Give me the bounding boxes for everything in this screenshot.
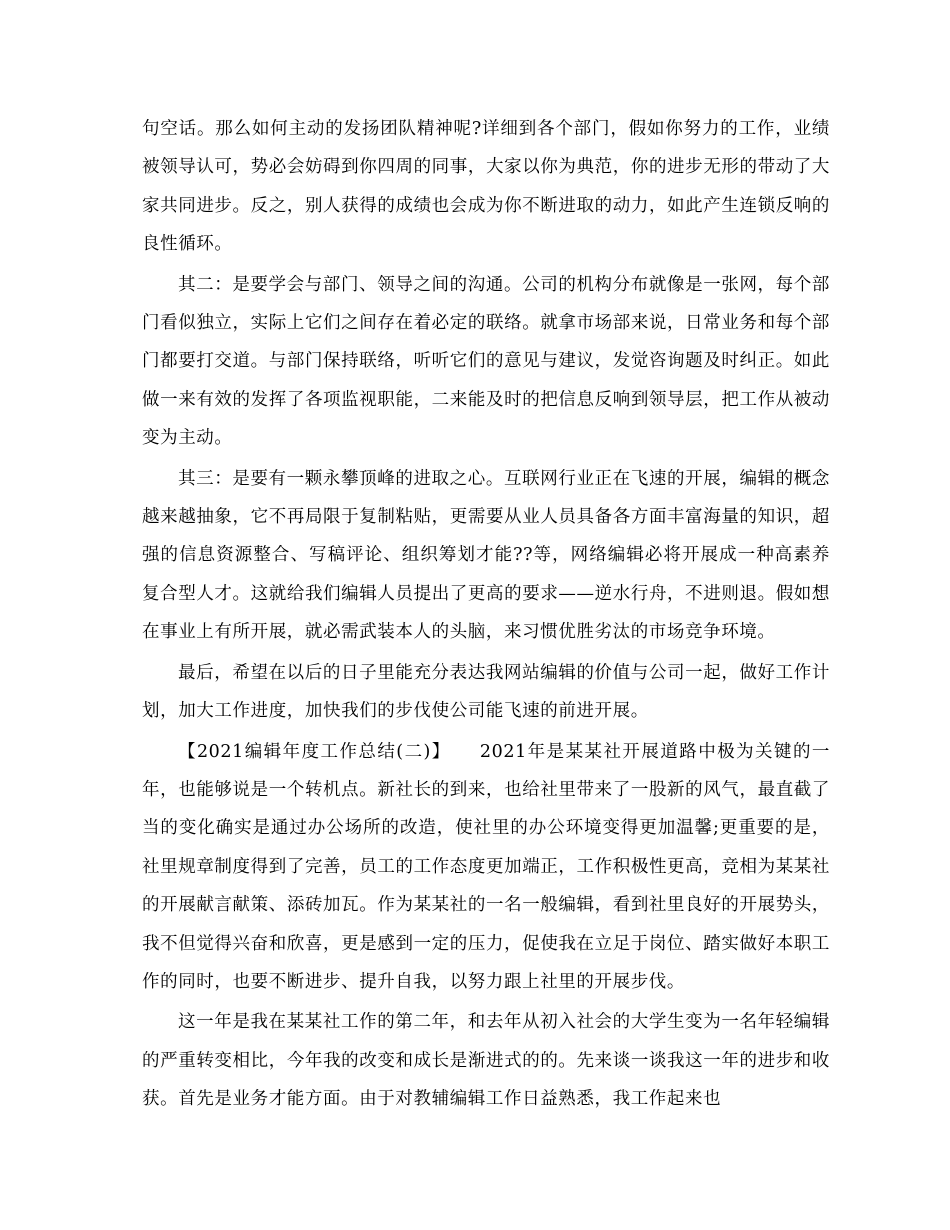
paragraph-summary-two: 【2021编辑年度工作总结(二)】 2021年是某某社开展道路中极为关键的一年，也能够说是一个转机点。新社长的到来，也给社里带来了一股新的风气，最直截了当的变化确实是通过办公场所的改造，使社里的办公环境变得更加温馨;更重要的是，社里规章制度得到了完善，员工的工作态度更加端正，工作积极性更高，竞相为某某社的开展献言献策、添砖加瓦。作为某某社的一名一般编辑，看到社里良好的开展势头，我不但觉得兴奋和欣喜，更是感到一定的压力，促使我在立足于岗位、踏实做好本职工作的同时，也要不断进步、提升自我，以努力跟上社里的开展步伐。 <box>142 741 830 992</box>
paragraph-second-year: 这一年是我在某某社工作的第二年，和去年从初入社会的大学生变为一名年轻编辑的严重转变相比，今年我的改变和成长是渐进式的的。先来谈一谈我这一年的进步和收获。首先是业务才能方面。由于对教辅编辑工作日益熟悉，我工作起来也 <box>142 1012 830 1110</box>
paragraph-conclusion: 最后，希望在以后的日子里能充分表达我网站编辑的价值与公司一起，做好工作计划，加大工作进度，加快我们的步伐使公司能飞速的前进开展。 <box>142 662 830 722</box>
paragraph-continued: 句空话。那么如何主动的发扬团队精神呢?详细到各个部门，假如你努力的工作，业绩被领导认可，势必会妨碍到你四周的同事，大家以你为典范，你的进步无形的带动了大家共同进步。反之，别人获得的成绩也会成为你不断进取的动力，如此产生连锁反响的良性循环。 <box>142 119 830 255</box>
paragraph-second-point: 其二：是要学会与部门、领导之间的沟通。公司的机构分布就像是一张网，每个部门看似独立，实际上它们之间存在着必定的联络。就拿市场部来说，日常业务和每个部门都要打交道。与部门保持联络，听听它们的意见与建议，发觉咨询题及时纠正。如此做一来有效的发挥了各项监视职能，二来能及时的把信息反响到领导层，把工作从被动变为主动。 <box>142 274 830 449</box>
paragraph-third-point: 其三：是要有一颗永攀顶峰的进取之心。互联网行业正在飞速的开展，编辑的概念越来越抽象，它不再局限于复制粘贴，更需要从业人员具备各方面丰富海量的知识，超强的信息资源整合、写稿评论、组织筹划才能??等，网络编辑必将开展成一种高素养复合型人才。这就给我们编辑人员提出了更高的要求——逆水行舟，不进则退。假如想在事业上有所开展，就必需武装本人的头脑，来习惯优胜劣汰的市场竞争环境。 <box>142 468 831 643</box>
